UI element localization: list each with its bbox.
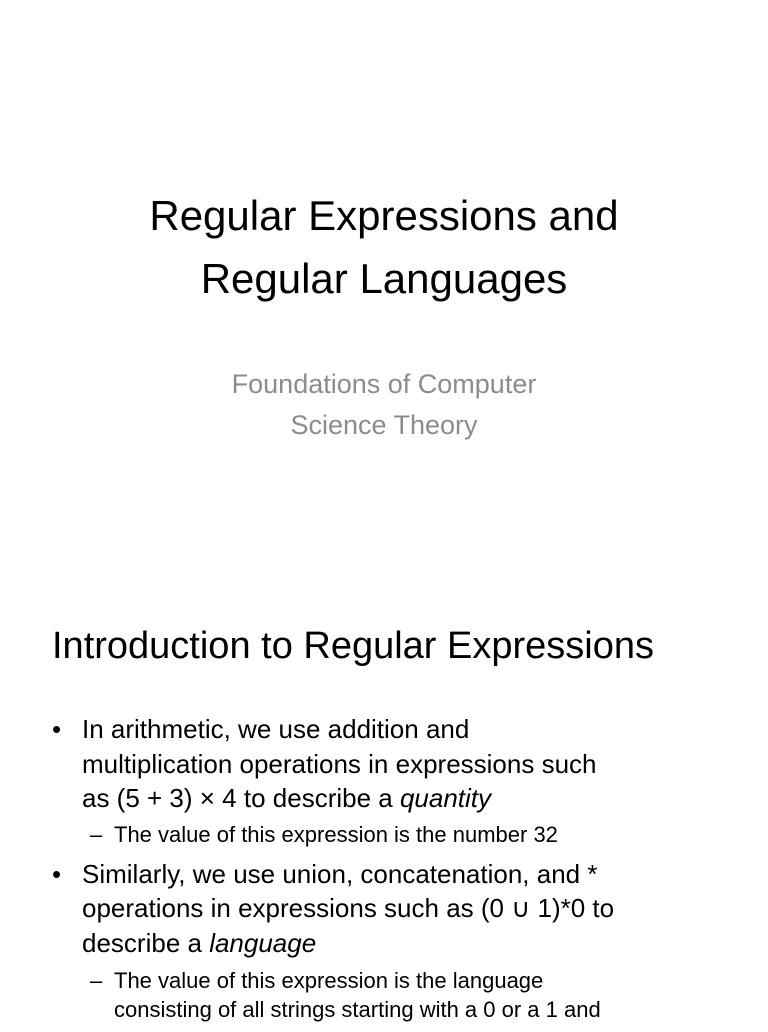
sub-line: consisting of all strings starting with a 0 or a 1 and	[114, 997, 601, 1022]
slide-subtitle-line-2: Science Theory	[290, 410, 478, 440]
bullet-text: as (5 + 3) × 4 to describe a	[82, 783, 400, 813]
dash-marker: –	[90, 821, 103, 847]
dash-marker: –	[90, 968, 103, 993]
emphasis-quantity: quantity	[399, 783, 492, 813]
bullet-line: operations in expressions such as (0 ∪ 1)*0 to	[82, 893, 615, 923]
sub-item-value-32	[52, 820, 752, 849]
bullet-line: Similarly, we use union, concatenation, and *	[82, 858, 598, 889]
sub-line: The value of this expression is the language	[114, 968, 544, 993]
bullet-list	[52, 712, 752, 1032]
slide-title-line-2: Regular Languages	[200, 255, 568, 302]
bullet-text: describe a	[82, 927, 210, 958]
bullet-line	[82, 781, 752, 816]
bullet-line: multiplication operations in expressions such	[82, 748, 597, 779]
bullet-marker: •	[52, 714, 62, 744]
sub-item-language-value	[52, 966, 752, 1024]
slide-title-line-1: Regular Expressions and	[149, 192, 619, 239]
bullet-line	[82, 926, 752, 961]
slide-subtitle	[0, 364, 768, 446]
slide-subtitle-line-1: Foundations of Computer	[231, 369, 537, 399]
emphasis-language: language	[209, 927, 317, 958]
bullet-item-language	[52, 857, 752, 961]
bullet-marker: •	[52, 858, 62, 889]
sub-line: The value of this expression is the number 32	[114, 821, 558, 847]
slide-title	[0, 184, 768, 310]
bullet-line: In arithmetic, we use addition and	[82, 714, 470, 744]
section-heading: Introduction to Regular Expressions	[52, 625, 654, 667]
bullet-item-arithmetic	[52, 712, 752, 816]
